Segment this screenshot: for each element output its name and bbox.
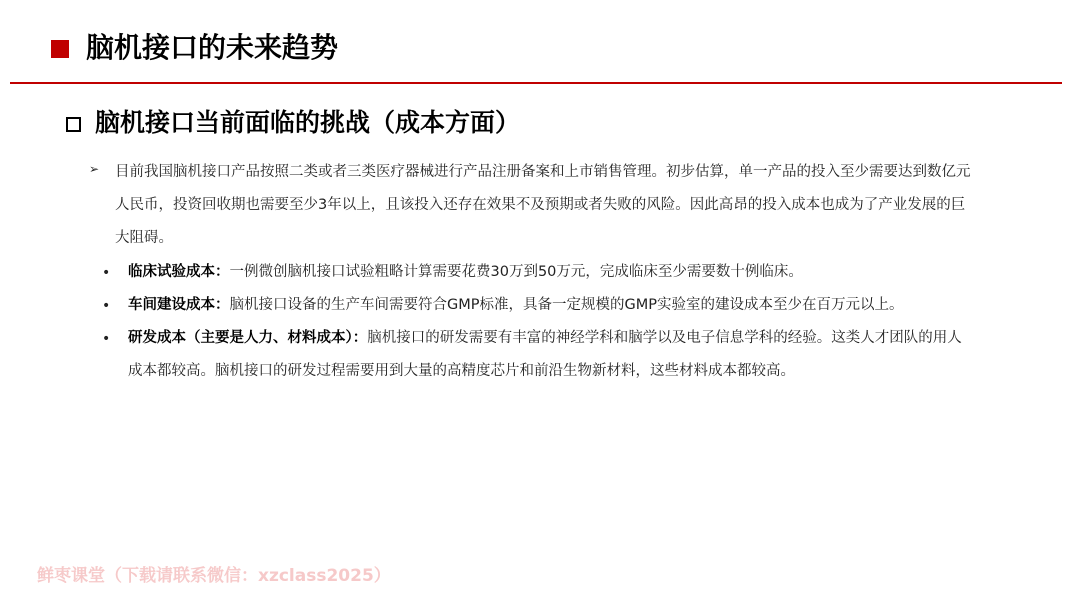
slide-title: 脑机接口的未来趋势 <box>86 31 339 64</box>
watermark: 鲜枣课堂（下载请联系微信：xzclass2025） <box>37 566 391 586</box>
section-subtitle: 脑机接口当前面临的挑战（成本方面） <box>95 108 521 137</box>
bullet-dot-icon: • <box>102 298 111 314</box>
item-text: 脑机接口的研发需要有丰富的神经学科和脑学以及电子信息学科的经验。这类人才团队的用人成本都较高。脑机接口的研发过程需要用到大量的高精度芯片和前沿生物新材料，这些材料成本都较高。 <box>128 330 962 379</box>
item-text: 一例微创脑机接口试验粗略计算需要花费30万到50万元，完成临床至少需要数十例临床。 <box>229 264 803 280</box>
bullet-dot-icon: • <box>102 331 111 347</box>
item-label: 车间建设成本： <box>128 297 230 313</box>
list-item-clinical-trial <box>128 256 973 289</box>
item-label: 研发成本（主要是人力、材料成本）： <box>128 330 368 346</box>
intro-paragraph: 目前我国脑机接口产品按照二类或者三类医疗器械进行产品注册备案和上市销售管理。初步估算，单一产品的投入至少需要达到数亿元人民币，投资回收期也需要至少3年以上，且该投入还存在效果不及预期或者失败的风险。因此高昂的投入成本也成为了产业发展的巨大阻碍。 <box>115 164 971 246</box>
list-item-workshop <box>128 289 973 322</box>
subtitle-square-icon <box>66 117 81 132</box>
item-label: 临床试验成本： <box>128 264 230 280</box>
list-item-rnd <box>128 322 973 388</box>
title-marker-square <box>51 40 69 58</box>
bullet-dot-icon: • <box>102 265 111 281</box>
title-divider <box>10 82 1062 84</box>
arrow-bullet-icon: ➢ <box>89 162 100 176</box>
item-text: 脑机接口设备的生产车间需要符合GMP标准，具备一定规模的GMP实验室的建设成本至少在百万元以上。 <box>229 297 904 313</box>
